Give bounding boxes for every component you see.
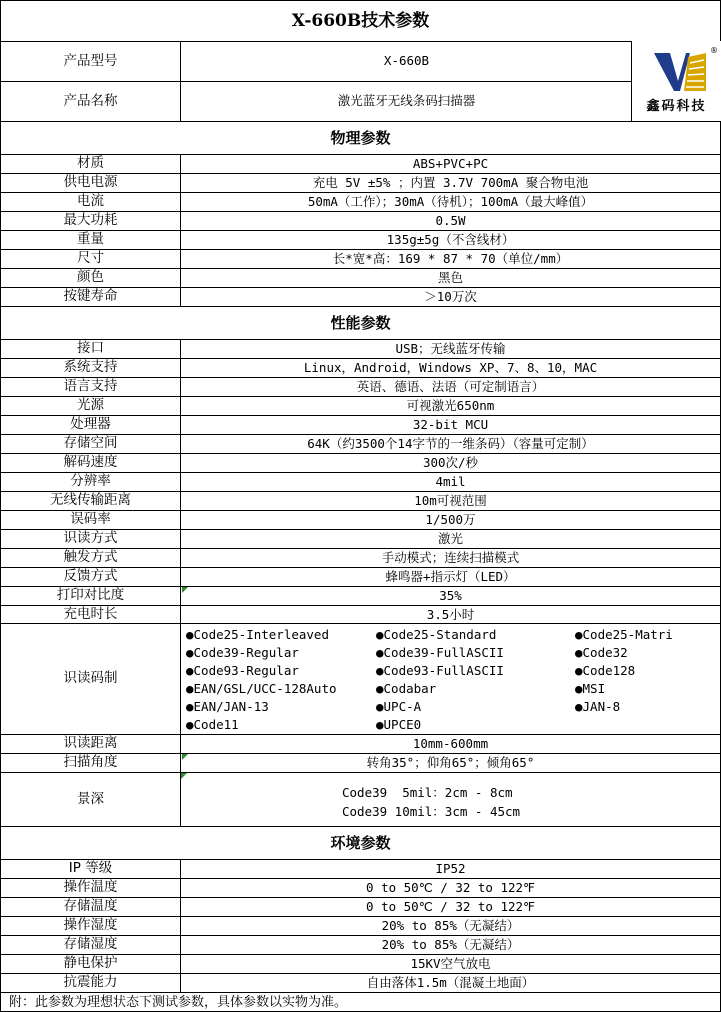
symbology-item: ●JAN-8 [575, 699, 621, 714]
spec-label: 操作温度 [1, 879, 181, 897]
spec-value: 3.5小时 [426, 606, 475, 622]
spec-row [0, 249, 721, 268]
spec-value: 4mil [435, 473, 466, 489]
spec-value: 1/500万 [425, 511, 476, 527]
model-label: 产品型号 [1, 42, 181, 81]
spec-label: 处理器 [1, 416, 181, 434]
spec-label: 材质 [1, 155, 181, 173]
symbology-column-2 [376, 626, 504, 734]
spec-label: 抗震能力 [1, 974, 181, 992]
product-name-value: 激光蓝牙无线条码扫描器 [337, 93, 476, 109]
spec-value: 64K（约3500个14字节的一维条码）（容量可定制） [307, 435, 594, 451]
spec-label: 系统支持 [1, 359, 181, 377]
spec-value: 0.5W [435, 212, 466, 228]
symbology-item: ●Code128 [575, 663, 636, 678]
symbology-item: ●UPCE0 [376, 717, 422, 732]
spec-value: 黑色 [437, 269, 463, 285]
spec-row [0, 878, 721, 897]
spec-value: USB；无线蓝牙传输 [395, 340, 506, 356]
spec-value: 可视激光650nm [406, 397, 495, 413]
spec-value: 32-bit MCU [412, 416, 489, 432]
spec-value: 长*宽*高：169 * 87 * 70（单位/mm） [332, 250, 569, 266]
spec-label: 解码速度 [1, 454, 181, 472]
comment-marker-icon [182, 587, 188, 593]
symbology-item: ●Code39-FullASCII [376, 645, 504, 660]
spec-label: 触发方式 [1, 549, 181, 567]
spec-value: 20% to 85%（无凝结） [381, 917, 520, 933]
spec-row [0, 434, 721, 453]
spec-row [0, 230, 721, 249]
spec-label: IP 等级 [1, 860, 181, 878]
spec-value: 转角35°；仰角65°；倾角65° [366, 754, 535, 770]
symbology-item: ●EAN/JAN-13 [186, 699, 269, 714]
symbology-item: ●Code93-Regular [186, 663, 299, 678]
symbology-item: ●Code32 [575, 645, 628, 660]
spec-row [0, 491, 721, 510]
spec-value: 10mm-600mm [412, 735, 489, 751]
spec-label: 颜色 [1, 269, 181, 287]
spec-label: 尺寸 [1, 250, 181, 268]
spec-row [0, 605, 721, 624]
spec-row [0, 396, 721, 415]
spec-label: 光源 [1, 397, 181, 415]
spec-label: 识读方式 [1, 530, 181, 548]
dof-line-1: Code39 5mil：2cm - 8cm [342, 785, 513, 800]
spec-label: 电流 [1, 193, 181, 211]
spec-value: 0 to 50℃ / 32 to 122℉ [366, 879, 535, 895]
company-logo [631, 41, 721, 121]
title-row [0, 0, 721, 41]
symbology-item: ●Code25-Matri [575, 627, 673, 642]
spec-label: 误码率 [1, 511, 181, 529]
symbology-row [0, 623, 721, 734]
spec-value: 10m可视范围 [414, 492, 487, 508]
symbology-item: ●Code25-Standard [376, 627, 497, 642]
spec-label: 供电电源 [1, 174, 181, 192]
spec-value: 自由落体1.5m（混凝土地面） [366, 974, 535, 990]
logo-text: 鑫码科技 [646, 99, 707, 114]
spec-label: 语言支持 [1, 378, 181, 396]
spec-label: 扫描角度 [1, 754, 181, 772]
spec-row [0, 586, 721, 605]
product-name-row [0, 81, 721, 121]
spec-row [0, 472, 721, 491]
spec-value: Linux，Android，Windows XP、7、8、10，MAC [303, 359, 598, 375]
section-environment [0, 826, 721, 859]
spec-value: 135g±5g（不含线材） [386, 231, 515, 247]
spec-label: 操作湿度 [1, 917, 181, 935]
comment-marker-icon [181, 773, 187, 779]
spec-row [0, 358, 721, 377]
depth-of-field-label: 景深 [1, 773, 181, 826]
spec-row [0, 916, 721, 935]
spec-value: IP52 [435, 860, 466, 876]
spec-label: 分辨率 [1, 473, 181, 491]
symbology-column-3 [575, 626, 673, 716]
product-name-label: 产品名称 [1, 82, 181, 121]
spec-row [0, 954, 721, 973]
spec-value: ＞10万次 [424, 288, 477, 304]
symbology-item: ●Code11 [186, 717, 239, 732]
dof-line-2: Code39 10mil：3cm - 45cm [342, 804, 521, 819]
spec-row [0, 173, 721, 192]
symbology-label: 识读码制 [1, 624, 181, 734]
spec-label: 充电时长 [1, 606, 181, 624]
spec-row [0, 859, 721, 878]
spec-row [0, 377, 721, 396]
model-row [0, 41, 721, 81]
spec-label: 静电保护 [1, 955, 181, 973]
spec-value: 充电 5V ±5% ；内置 3.7V 700mA 聚合物电池 [312, 174, 589, 190]
spec-label: 识读距离 [1, 735, 181, 753]
spec-row [0, 453, 721, 472]
spec-row [0, 154, 721, 173]
section-title: 性能参数 [330, 313, 391, 332]
spec-label: 存储温度 [1, 898, 181, 916]
section-performance [0, 306, 721, 339]
registered-mark: ® [710, 46, 718, 55]
spec-row [0, 211, 721, 230]
spec-row [0, 734, 721, 753]
spec-row [0, 510, 721, 529]
comment-marker-icon [182, 754, 188, 760]
spec-value: 0 to 50℃ / 32 to 122℉ [366, 898, 535, 914]
spec-value: 15KV空气放电 [410, 955, 491, 971]
footnote: 附：此参数为理想状态下测试参数，具体参数以实物为准。 [9, 994, 348, 1010]
model-value: X-660B [383, 53, 430, 69]
symbology-list [181, 624, 720, 734]
spec-row [0, 548, 721, 567]
spec-row [0, 973, 721, 992]
spec-value: 50mA（工作）；30mA（待机）；100mA（最大峰值） [307, 193, 594, 209]
spec-label: 按键寿命 [1, 288, 181, 306]
spec-row [0, 529, 721, 548]
spec-row [0, 897, 721, 916]
spec-value: 20% to 85%（无凝结） [381, 936, 520, 952]
spec-label: 最大功耗 [1, 212, 181, 230]
spec-row [0, 753, 721, 772]
spec-value: 蜂鸣器+指示灯（LED） [385, 568, 516, 584]
spec-row [0, 192, 721, 211]
spec-row [0, 339, 721, 358]
section-physical [0, 121, 721, 154]
spec-value: 英语、德语、法语（可定制语言） [356, 378, 545, 394]
spec-value: ABS+PVC+PC [412, 155, 489, 171]
spec-label: 打印对比度 [1, 587, 181, 605]
spec-row [0, 287, 721, 306]
logo-mark-icon [632, 41, 721, 101]
spec-label: 存储湿度 [1, 936, 181, 954]
note-row [0, 992, 721, 1012]
spec-value: 激光 [437, 530, 463, 546]
section-title: 物理参数 [330, 128, 391, 147]
spec-label: 反馈方式 [1, 568, 181, 586]
spec-value: 35% [439, 587, 462, 603]
symbology-column-1 [186, 626, 337, 734]
spec-row [0, 415, 721, 434]
spec-label: 接口 [1, 340, 181, 358]
symbology-item: ●UPC-A [376, 699, 422, 714]
symbology-item: ●Code25-Interleaved [186, 627, 329, 642]
symbology-item: ●Codabar [376, 681, 437, 696]
spec-label: 重量 [1, 231, 181, 249]
spec-row [0, 567, 721, 586]
symbology-item: ●MSI [575, 681, 606, 696]
page-title: X-660B技术参数 [291, 10, 430, 31]
section-title: 环境参数 [330, 833, 391, 852]
spec-row [0, 935, 721, 954]
symbology-item: ●EAN/GSL/UCC-128Auto [186, 681, 337, 696]
symbology-item: ●Code39-Regular [186, 645, 299, 660]
spec-value: 300次/秒 [422, 454, 479, 470]
spec-value: 手动模式；连续扫描模式 [381, 549, 520, 565]
spec-row [0, 268, 721, 287]
spec-label: 无线传输距离 [1, 492, 181, 510]
symbology-item: ●Code93-FullASCII [376, 663, 504, 678]
spec-label: 存储空间 [1, 435, 181, 453]
